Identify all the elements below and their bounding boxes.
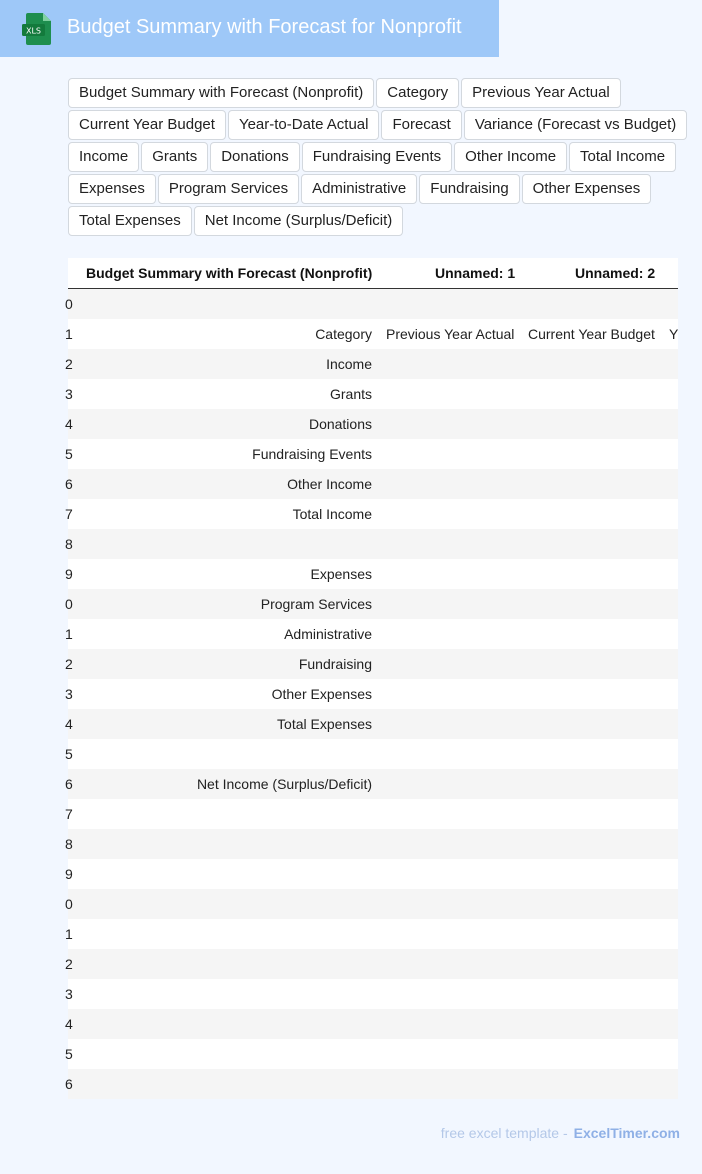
table-row (65, 649, 678, 679)
table-row (65, 499, 678, 529)
column-header: Unnamed: 2 (575, 265, 656, 281)
page-title: Budget Summary with Forecast for Nonprofit (67, 16, 462, 38)
table-row (65, 469, 678, 499)
category-cell: Donations (308, 416, 372, 432)
table-body (65, 289, 679, 1099)
tag-chip[interactable]: Other Income (454, 142, 567, 172)
tag-chip[interactable]: Income (68, 142, 139, 172)
row-index: 6 (65, 1076, 73, 1092)
row-index: 7 (65, 506, 73, 522)
table-row (65, 739, 678, 769)
tag-chip[interactable]: Budget Summary with Forecast (Nonprofit) (68, 78, 374, 108)
tag-chip[interactable]: Grants (141, 142, 208, 172)
row-index: 3 (65, 686, 73, 702)
svg-text:XLS: XLS (25, 26, 42, 36)
row-index: 1 (65, 626, 73, 642)
table-row (65, 589, 678, 619)
tag-chip[interactable]: Forecast (381, 110, 461, 140)
table-row (65, 349, 678, 379)
row-index: 0 (65, 596, 73, 612)
row-index: 0 (65, 296, 73, 312)
category-cell: Program Services (260, 596, 372, 612)
row-index: 5 (65, 1046, 73, 1062)
table-cell: Y (669, 326, 679, 342)
table-row (65, 1009, 678, 1039)
table-row (65, 289, 678, 319)
row-index: 9 (65, 866, 73, 882)
table-row (65, 559, 678, 589)
row-index: 7 (65, 806, 73, 822)
tag-chip[interactable]: Program Services (158, 174, 299, 204)
row-index: 6 (65, 776, 73, 792)
footer (441, 1125, 680, 1141)
table-cell: Current Year Budget (528, 326, 655, 342)
category-cell: Net Income (Surplus/Deficit) (196, 776, 372, 792)
tag-chip[interactable]: Administrative (301, 174, 417, 204)
table-row (65, 319, 679, 349)
table-row (65, 949, 678, 979)
row-index: 9 (65, 566, 73, 582)
row-index: 4 (65, 1016, 73, 1032)
tag-chip[interactable]: Total Expenses (68, 206, 192, 236)
table-row (65, 919, 678, 949)
tag-chip[interactable]: Category (376, 78, 459, 108)
tag-chip[interactable]: Fundraising (419, 174, 519, 204)
row-index: 6 (65, 476, 73, 492)
category-cell: Income (326, 356, 372, 372)
category-cell: Total Expenses (277, 716, 372, 732)
tag-chip[interactable]: Previous Year Actual (461, 78, 621, 108)
row-index: 2 (65, 956, 73, 972)
category-cell: Administrative (284, 626, 372, 642)
row-index: 5 (65, 446, 73, 462)
tag-chip[interactable]: Net Income (Surplus/Deficit) (194, 206, 404, 236)
category-cell: Total Income (292, 506, 372, 522)
tag-chip[interactable]: Other Expenses (522, 174, 652, 204)
table-row (65, 1039, 678, 1069)
table-header (68, 258, 678, 289)
row-index: 8 (65, 536, 73, 552)
table-row (65, 859, 678, 889)
tag-chip[interactable]: Fundraising Events (302, 142, 452, 172)
title-bar (0, 0, 499, 57)
category-cell: Grants (329, 386, 372, 402)
row-index: 4 (65, 416, 73, 432)
table-row (65, 709, 678, 739)
column-header: Unnamed: 1 (435, 265, 516, 281)
table-row (65, 829, 678, 859)
column-header: Budget Summary with Forecast (Nonprofit) (86, 265, 373, 281)
row-index: 3 (65, 986, 73, 1002)
category-cell: Category (315, 326, 372, 342)
tag-chip[interactable]: Current Year Budget (68, 110, 226, 140)
table-row (65, 619, 678, 649)
table-row (65, 379, 678, 409)
tag-chip[interactable]: Expenses (68, 174, 156, 204)
row-index: 8 (65, 836, 73, 852)
table-row (65, 979, 678, 1009)
tag-chip[interactable]: Total Income (569, 142, 676, 172)
table-row (65, 529, 678, 559)
category-cell: Expenses (310, 566, 372, 582)
row-index: 1 (65, 326, 73, 342)
row-index: 2 (65, 656, 73, 672)
xls-file-icon (22, 13, 52, 45)
tag-chip[interactable]: Year-to-Date Actual (228, 110, 380, 140)
category-cell: Fundraising Events (252, 446, 372, 462)
footer-brand-link[interactable]: ExcelTimer.com (573, 1125, 680, 1141)
table-row (65, 889, 678, 919)
table-row (65, 769, 678, 799)
tag-chip[interactable]: Donations (210, 142, 300, 172)
tag-chip[interactable]: Variance (Forecast vs Budget) (464, 110, 687, 140)
tag-list (68, 78, 688, 236)
footer-text: free excel template - (440, 1125, 568, 1141)
category-cell: Fundraising (298, 656, 372, 672)
row-index: 1 (65, 926, 73, 942)
row-index: 5 (65, 746, 73, 762)
data-table (65, 258, 679, 1099)
row-index: 0 (65, 896, 73, 912)
row-index: 4 (65, 716, 73, 732)
table-row (65, 439, 678, 469)
category-cell: Other Expenses (271, 686, 372, 702)
table-row (65, 409, 678, 439)
row-index: 3 (65, 386, 73, 402)
category-cell: Other Income (287, 476, 372, 492)
table-row (65, 799, 678, 829)
table-cell: Previous Year Actual (386, 326, 515, 342)
table-row (65, 679, 678, 709)
table-row (65, 1069, 678, 1099)
row-index: 2 (65, 356, 73, 372)
